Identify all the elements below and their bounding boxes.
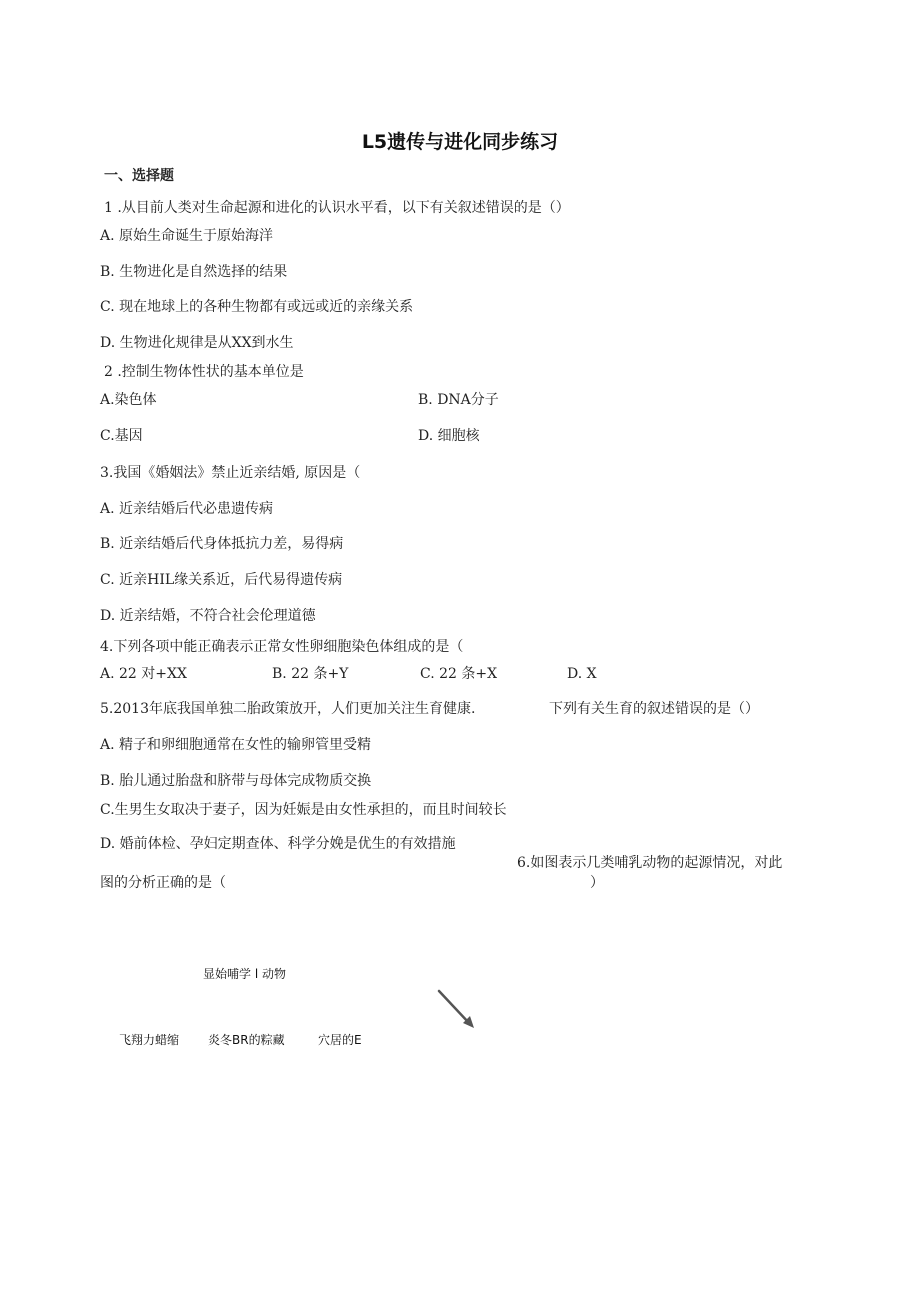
question-1-option-a: A. 原始生命诞生于原始海洋: [100, 228, 274, 244]
question-1-option-d: D. 生物进化规律是从XX到水生: [100, 335, 294, 351]
question-2-option-b: B. DNA分子: [418, 392, 499, 408]
question-5-option-a: A. 精子和卵细胞通常在女性的输卵管里受精: [100, 737, 372, 753]
question-3-option-a: A. 近亲结婚后代必患遗传病: [100, 501, 274, 517]
question-3-option-c: C. 近亲HIL缘关系近，后代易得遗传病: [100, 572, 343, 588]
page-title: L5遗传与进化同步练习: [361, 131, 559, 153]
question-3-stem: 3.我国《婚姻法》禁止近亲结婚, 原因是（: [100, 465, 361, 481]
question-5-option-d: D. 婚前体检、孕妇定期查体、科学分娩是优生的有效措施: [100, 836, 456, 852]
question-6-stem-part-3: ）: [590, 875, 604, 891]
question-5-stem-part-1: 5.2013年底我国单独二胎政策放开，人们更加关注生育健康.: [100, 701, 476, 717]
question-6-stem-part-2: 图的分析正确的是（: [100, 875, 226, 891]
question-1-option-b: B. 生物进化是自然选择的结果: [100, 264, 288, 280]
question-2-option-a: A.染色体: [100, 392, 157, 408]
question-5-stem-part-2: 下列有关生育的叙述错误的是（）: [549, 701, 759, 717]
question-3-option-d: D. 近亲结婚，不符合社会伦理道德: [100, 608, 316, 624]
question-2-stem: 2 .控制生物体性状的基本单位是: [104, 364, 304, 380]
question-2-option-d: D. 细胞核: [418, 428, 480, 444]
question-2-option-c: C.基因: [100, 428, 143, 444]
section-heading: 一、选择题: [104, 168, 174, 184]
question-4-stem: 4.下列各项中能正确表示正常女性卵细胞染色体组成的是（: [100, 639, 464, 655]
question-3-option-b: B. 近亲结婚后代身体抵抗力差，易得病: [100, 536, 344, 552]
question-1-option-c: C. 现在地球上的各种生物都有或远或近的亲缘关系: [100, 299, 414, 315]
question-6-stem-part-1: 6.如图表示几类哺乳动物的起源情况，对此: [517, 855, 783, 871]
diagram-label-2: 炎冬BR的粽藏: [208, 1033, 285, 1047]
diagram-label-3: 穴居的E: [318, 1033, 362, 1047]
question-4-option-b: B. 22 条+Y: [272, 666, 349, 682]
question-1-stem: 1 .从目前人类对生命起源和进化的认识水平看，以下有关叙述错误的是（）: [104, 200, 570, 216]
diagram-arrow-icon: [436, 988, 478, 1032]
question-4-option-d: D. X: [567, 666, 597, 682]
question-5-option-b: B. 胎儿通过胎盘和脐带与母体完成物质交换: [100, 773, 372, 789]
diagram-top-label: 显始哺学 l 动物: [203, 967, 286, 981]
question-4-option-c: C. 22 条+X: [420, 666, 498, 682]
diagram-label-1: 飞翔力蜡缩: [119, 1033, 180, 1047]
question-4-option-a: A. 22 对+XX: [100, 666, 187, 682]
question-5-option-c: C.生男生女取决于妻子，因为妊娠是由女性承担的，而且时间较长: [100, 802, 507, 818]
